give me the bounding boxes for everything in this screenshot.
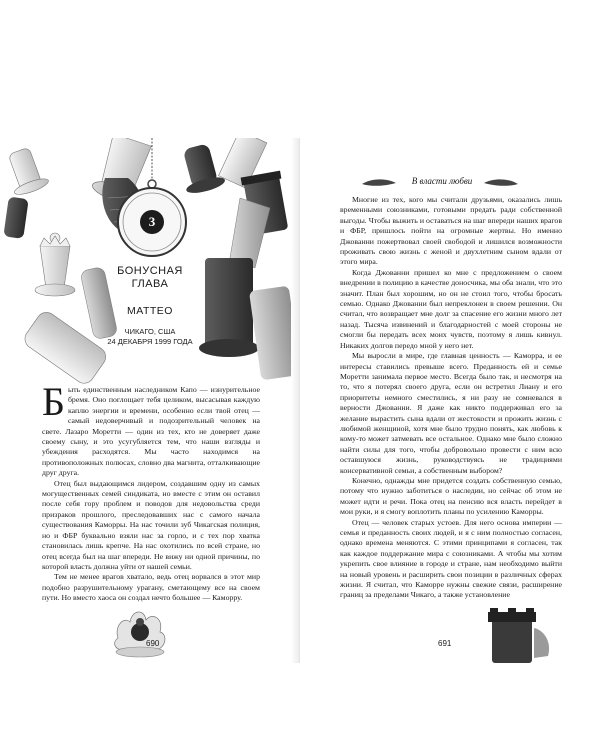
paragraph: Тем не менее врагов хватало, ведь отец ворвался в этот мир подобно разрушительному урагану, сметающему все на своем пути. Но вместо хаоса он создал нечто большее — Каморру.	[42, 572, 260, 603]
paragraph: Отец — человек старых устоев. Для него основа империи — семья и преданность своих людей, и я с ним полностью согласен, однако времена меняются. С этими принципами я согласен, так как каждое поддержание мира с союзниками. А чтобы мы хотим укрепить свое влияние в городе и стране, нам необходимо выйти на новый уровень и расширить свои позиции в различных сферах жизни. Я считал, что Каморре нужны свежие связи, расширение границ за пределами Чикаго, а также установление	[340, 517, 562, 600]
chess-pieces-illustration	[0, 138, 300, 388]
rook-ornament-bottom	[478, 608, 558, 663]
location-text: ЧИКАГО, США	[124, 327, 176, 336]
paragraph: Конечно, однажды мне придется создать собственную семью, потому что нужно заботиться о наследии, но сейчас об этом не может идти и речи. Пока отец на пенсию вся власть перейдет в мои руки, и я смогу воплотить планы по усилению Каморры.	[340, 475, 562, 517]
chapter-number-badge: 3	[140, 210, 164, 234]
paragraph: Мы выросли в мире, где главная ценность — Каморра, и ее интересы ставились превыше всего. Преданность ей и семье Моретти занимала первое место. Всегда было так, и несмотря на то, что я потерял своего друга, если он встретил Лиану и его приоритеты немного сместились, я ни разу не сомневался в верности Джованни. Я даже как никто поддерживал его за желание вырастить сына вдали от жестокости и прожить жизнь с любимой женщиной, хотя мне было трудно понять, как любовь к кому-то может затмевать все остальное. Однако мне было сложно найти силы для того, чтобы добровольно провести с ним всю оставшуюся жизнь, руководствуясь не традициями консервативной семьи, а собственным выбором?	[340, 351, 562, 475]
chapter-setting	[90, 327, 210, 347]
paragraph: Многие из тех, кого мы считали друзьями, оказались лишь временными союзниками, готовыми предать ради собственной выгоды. Чтобы выжить и оставаться на шаг впереди наших врагов и ФБР, пришлось пойти на огромные жертвы. Но именно Джованни пожертвовал своей свободой и лишился возможности проживать свою жизнь с женой и двухлетним сыном вдали от этого мира.	[340, 195, 562, 267]
book-spread	[0, 138, 600, 663]
paragraph: Когда Джованни пришел ко мне с предложением о своем внедрении в полицию в качестве доносчика, мы оба знали, что это значит. План был хорошим, но он не стоил того, чтобы бросать семью. Однако Джованни был непреклонен в своем решении. Он считал, что возвращает мне долг за спасение его жизни много лет назад. Тысяча извинений и благодарностей с моей стороны не смогли бы передать всех моих чувств, поэтому я лишь кивнул. Никаких долгов передо мной у него нет.	[340, 267, 562, 350]
series-title: В власти любви	[411, 176, 473, 186]
date-text: 24 ДЕКАБРЯ 1999 ГОДА	[107, 337, 193, 346]
paragraph: Быть единственным наследником Капо — изнурительное бремя. Оно поглощает тебя целиком, высасывая каждую каплю энергии и времени, особенно если твой отец — самый недоверчивый и подозрительный человек на свете. Лазаро Моретти — один из тех, кто не доверяет даже своему сыну, и это усугубляется тем, что наши взгляды и убеждения расходятся. Мы часто находимся на противоположных полюсах, словно два магнита, отталкивающие друг друга.	[42, 379, 260, 478]
left-page-body	[42, 379, 260, 604]
right-page-body	[340, 195, 562, 601]
page-number: 691	[438, 639, 452, 648]
running-header	[360, 172, 520, 194]
chess-piece-ornament-bottom	[110, 598, 170, 660]
paragraph: Отец был выдающимся лидером, создавшим одну из самых могущественных семей синдиката, но вместе с этим он оставил после себя гору проблем и поводов для недовольства среди призраков прошлого, преследовавших нас с самого начала существования Каморры. На нас точили зуб Чикагская полиция, но и ФБР буквально взяли нас за горло, и с тех пор хватка становилась лишь крепче. На нас охотились по всей стране, но отец всегда был на шаг впереди. Не вижу ни одной причины, по которой власть должна уйти от нашей семьи.	[42, 478, 260, 571]
page-number: 690	[146, 639, 160, 648]
left-page	[0, 138, 300, 663]
narrator-name: МАТТЕО	[127, 305, 173, 317]
chapter-title	[105, 265, 195, 291]
drop-cap: Б	[42, 379, 65, 424]
chapter-title-text: БОНУСНАЯ ГЛАВА	[117, 265, 183, 290]
